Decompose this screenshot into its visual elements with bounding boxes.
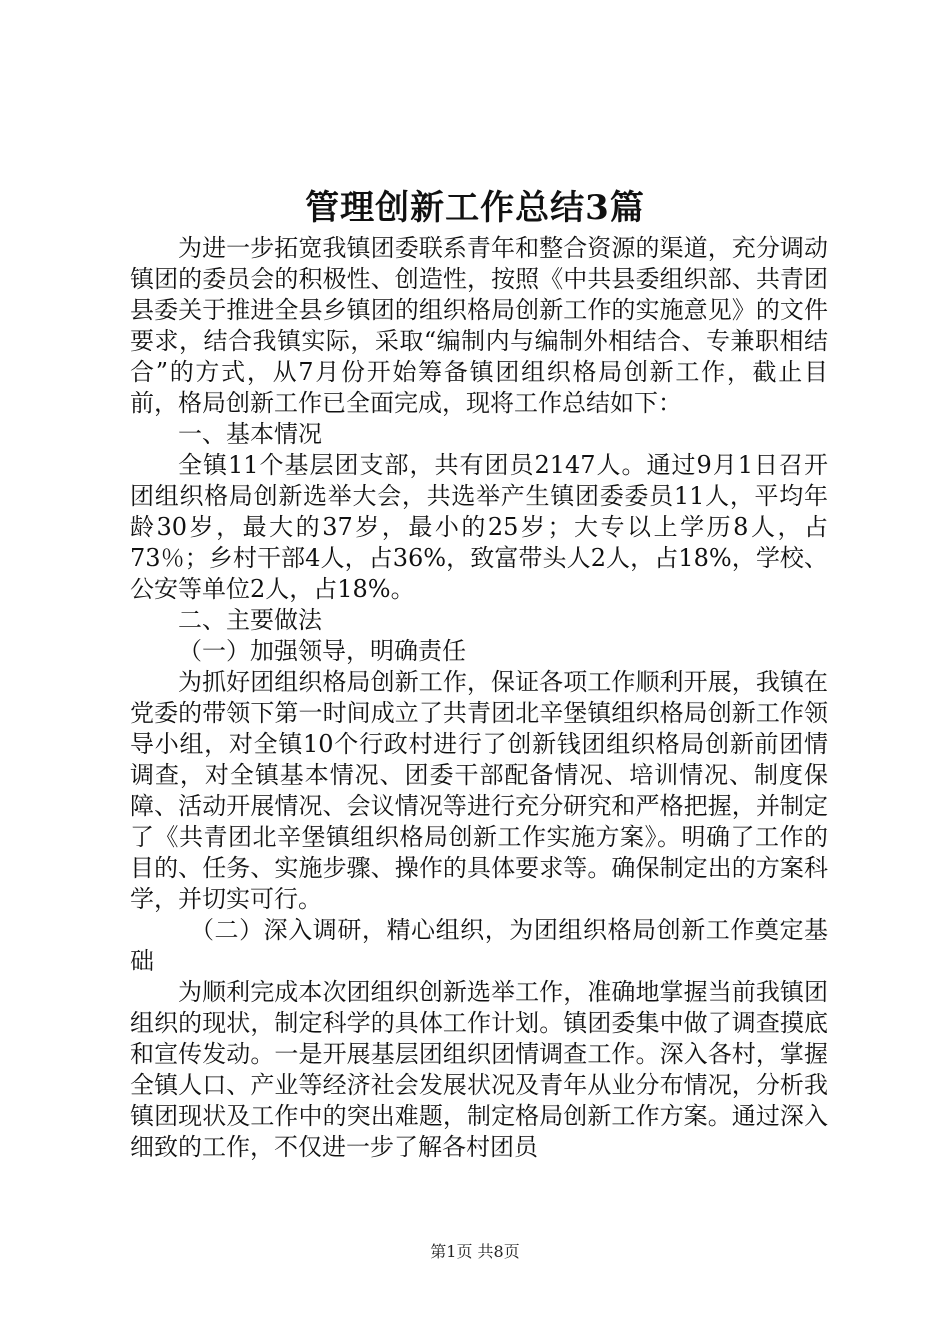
section-heading-basic-situation: 一、基本情况 [178, 420, 322, 448]
intro-paragraph: 为进一步拓宽我镇团委联系青年和整合资源的渠道，充分调动镇团的委员会的积极性、创造性，按照《中共县委组织部、共青团县委关于推进全县乡镇团的组织格局创新工作的实施意见》的文件要求，结合我镇实际，采取“编制内与编制外相结合、专兼职相结合”的方式，从7月份开始筹备镇团组织格局创新工作，截止目前，格局创新工作已全面完成，现将工作总结如下： [130, 234, 828, 417]
document-body [130, 233, 828, 1163]
research-paragraph: 为顺利完成本次团组织创新选举工作，准确地掌握当前我镇团组织的现状，制定科学的具体工作计划。镇团委集中做了调查摸底和宣传发动。一是开展基层团组织团情调查工作。深入各村，掌握全镇人口、产业等经济社会发展状况及青年从业分布情况，分析我镇团现状及工作中的突出难题，制定格局创新工作方案。通过深入细致的工作，不仅进一步了解各村团员 [130, 978, 828, 1161]
subsection-heading-leadership: （一）加强领导，明确责任 [178, 637, 466, 665]
basic-situation-paragraph: 全镇11个基层团支部，共有团员2147人。通过9月1日召开团组织格局创新选举大会，共选举产生镇团委委员11人，平均年龄30岁，最大的37岁，最小的25岁；大专以上学历8人，占73％；乡村干部4人，占36%，致富带头人2人，占18%，学校、公安等单位2人，占18%。 [130, 451, 828, 603]
leadership-paragraph: 为抓好团组织格局创新工作，保证各项工作顺利开展，我镇在党委的带领下第一时间成立了共青团北辛堡镇组织格局创新工作领导小组，对全镇10个行政村进行了创新钱团组织格局创新前团情调查，对全镇基本情况、团委干部配备情况、培训情况、制度保障、活动开展情况、会议情况等进行充分研究和严格把握，并制定了《共青团北辛堡镇组织格局创新工作实施方案》。明确了工作的目的、任务、实施步骤、操作的具体要求等。确保制定出的方案科学，并切实可行。 [130, 668, 828, 913]
subsection-heading-research: （二）深入调研，精心组织，为团组织格局创新工作奠定基础 [130, 916, 828, 975]
page-footer: 第1页 共8页 [430, 1242, 520, 1261]
document-title: 管理创新工作总结3篇 [305, 188, 645, 228]
section-heading-main-practices: 二、主要做法 [178, 606, 322, 634]
